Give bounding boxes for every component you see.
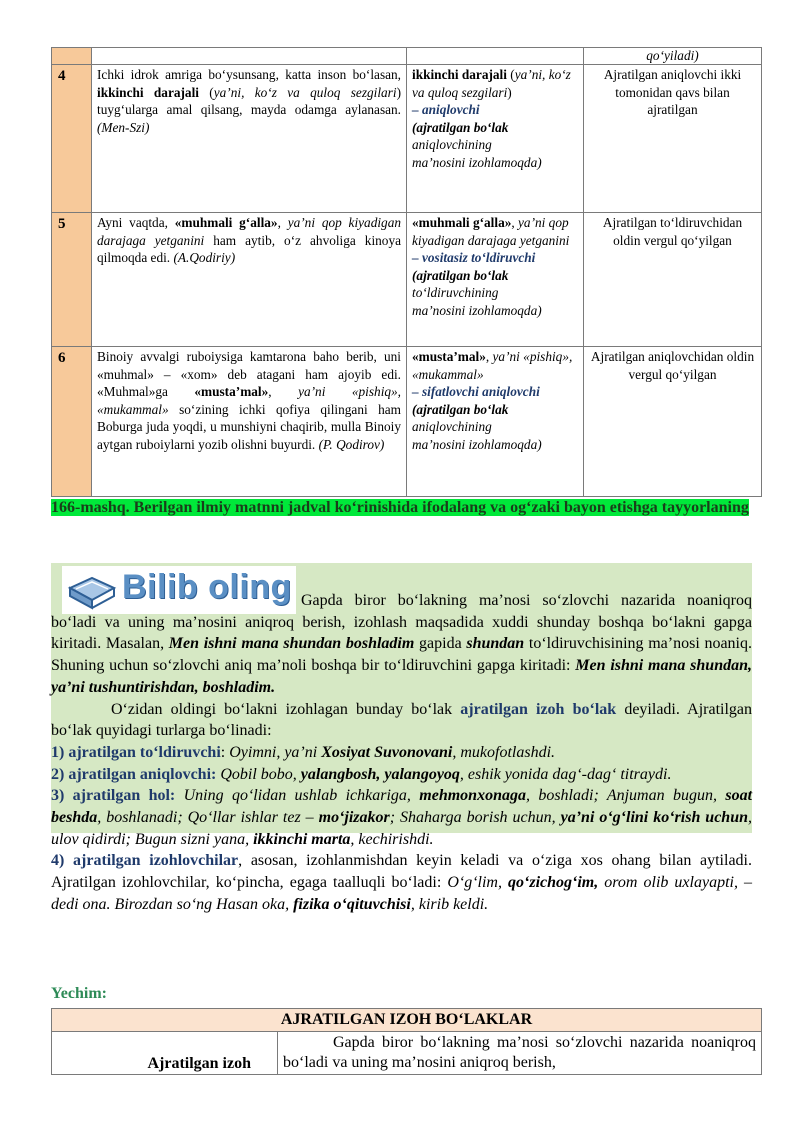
table-row [52,48,762,65]
list-item: 4) ajratilgan izohlovchilar, asosan, izohlanmishdan keyin keladi va o‘ziga xos ohang bilan aytiladi. Ajratilgan izohlovchilar, ko‘pincha, egaga taalluqli bo‘ladi: O‘g‘lim, qo‘zichog‘im, orom olib uxlayapti, – dedi ona. Birozdan so‘ng Hasan oka, fizika o‘qituvchisi, kirib keldi. [51,852,753,913]
note-cell: qo‘yiladi) [584,48,762,65]
row-label: Ajratilgan izoh [52,1032,278,1075]
analysis-cell: «muhmali g‘alla», ya’ni qop kiyadigan darajaga yetganini – vositasiz to‘ldiruvchi (ajratilgan bo‘lak to‘ldiruvchining ma’nosini izohlamoqda) [407,213,584,347]
note-cell: Ajratilgan aniqlovchidan oldin vergul qo‘yilgan [584,347,762,497]
table-header-row [52,1009,762,1032]
logo-text: Bilib oling [122,568,292,606]
row-number: 6 [52,347,92,497]
example-cell: Ichki idrok amriga bo‘ysunsang, katta inson bo‘lasan, ikkinchi darajali (ya’ni, ko‘z va quloq sezgilari) tuyg‘ularga amal qilsang, mayda odamga aylanasan. (Men-Szi) [92,65,407,213]
note-cell: Ajratilgan aniqlovchi ikki tomonidan qavs bilan ajratilgan [584,65,762,213]
table-title: AJRATILGAN IZOH BO‘LAKLAR [52,1009,762,1032]
row-text: Gapda biror bo‘lakning ma’nosi so‘zlovchi nazarida noaniqroq bo‘ladi va uning ma’nosini aniqroq berish, [278,1032,762,1075]
row-number [52,48,92,65]
example-cell: Binoiy avvalgi ruboiysiga kamtarona baho berib, uni «muhmal» – «xom» deb atagani ham ajoyib edi. «Muhmal»ga «musta’mal», ya’ni «pishiq», «mukammal» so‘zining ichki qofiya qilingani ham Boburga juda yoqdi, u munshiyni chaqirib, mulla Binoiy aytgan ruboiylarni yozib olishni buyurdi. (P. Qodirov) [92,347,407,497]
analysis-cell: «musta’mal», ya’ni «pishiq», «mukammal» – sifatlovchi aniqlovchi (ajratilgan bo‘lak aniqlovchining ma’nosini izohlamoqda) [407,347,584,497]
example-cell [92,48,407,65]
example-cell: Ayni vaqtda, «muhmali g‘alla», ya’ni qop kiyadigan darajaga yetganini ham aytib, o‘z ahvoliga kinoya qilmoqda edi. (A.Qodiriy) [92,213,407,347]
analysis-cell [407,48,584,65]
table-row [52,65,762,213]
paragraph: Gapda biror bo‘lakning ma’nosi so‘zlovchi nazarida noaniqroq bo‘ladi va uning ma’nosini aniqroq berish, izohlash maqsadida xuddi shunday boshqa bo‘lakni gapga kiritadi. Masalan, Men ishni mana shundan boshladim gapida shundan to‘ldiruvchisining ma’nosi noaniq. Shuning uchun so‘zlovchi aniq ma’noli boshqa bir to‘ldiruvchini gapga kiritadi: Men ishni mana shundan, ya’ni tushuntirishdan, boshladim. [51,592,753,696]
examples-table [51,47,762,497]
analysis-cell: ikkinchi darajali (ya’ni, ko‘z va quloq sezgilari) – aniqlovchi (ajratilgan bo‘lak aniqlovchining ma’nosini izohlamoqda) [407,65,584,213]
table-row [52,213,762,347]
table-row [52,1032,762,1075]
info-text [51,590,752,916]
note-cell: Ajratilgan to‘ldiruvchidan oldin vergul qo‘yilgan [584,213,762,347]
solution-label: Yechim: [51,985,107,1002]
list-item: 2) ajratilgan aniqlovchi: Qobil bobo, yalangbosh, yalangoyoq, eshik yonida dag‘-dag‘ titraydi. [51,765,672,783]
exercise-heading: 166-mashq. Berilgan ilmiy matnni jadval ko‘rinishida ifodalang va og‘zaki bayon etishga tayyorlaning [51,499,749,516]
table-row [52,347,762,497]
row-number: 4 [52,65,92,213]
list-item: 3) ajratilgan hol: Uning qo‘lidan ushlab ichkariga, mehmonxonaga, boshladi; Anjuman bugun, soat beshda, boshlanadi; Qo‘llar ishlar tez – mo‘jizakor; Shaharga borish uchun, ya’ni o‘g‘lini ko‘rish uchun, ulov qidirdi; Bugun sizni yana, ikkinchi marta, kechirishdi. [51,787,753,848]
paragraph: O‘zidan oldingi bo‘lakni izohlagan bunday bo‘lak ajratilgan izoh bo‘lak deyiladi. Ajratilgan bo‘lak quyidagi turlarga bo‘linadi: [51,700,753,740]
solution-table [51,1008,762,1075]
row-number: 5 [52,213,92,347]
list-item: 1) ajratilgan to‘ldiruvchi: Oyimni, ya’ni Xosiyat Suvonovani, mukofotlashdi. [51,743,556,761]
